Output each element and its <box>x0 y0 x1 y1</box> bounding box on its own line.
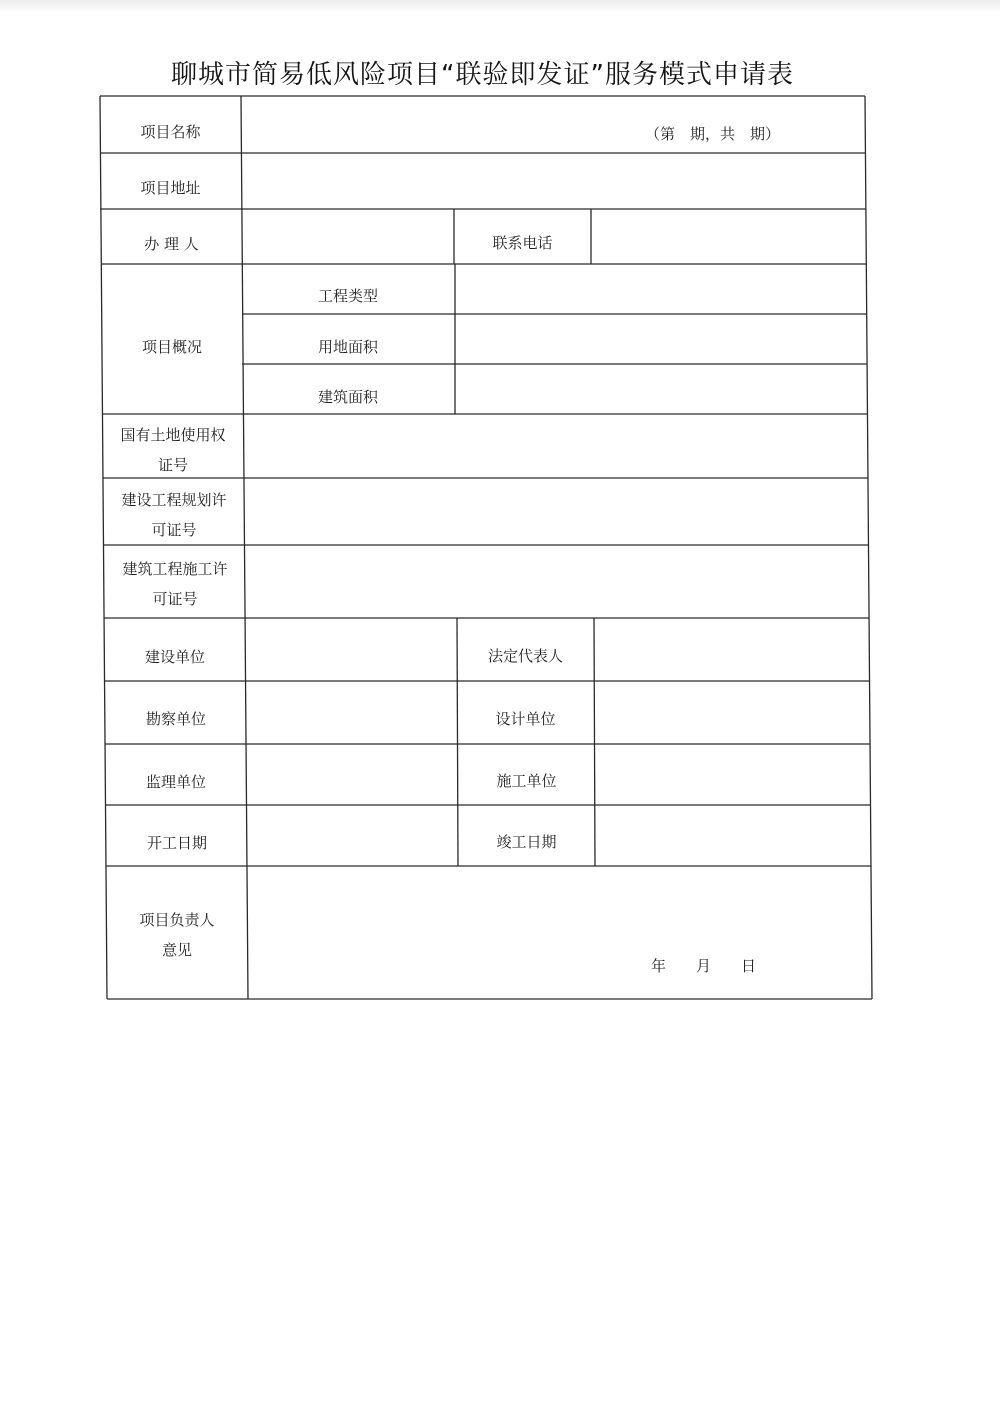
leader-opinion-date: 年 月 日 <box>651 957 757 975</box>
label-construction-unit: 建设单位 <box>144 648 205 666</box>
label-leader-opinion-line1: 项目负责人 <box>139 911 215 929</box>
label-design-unit: 设计单位 <box>495 710 556 728</box>
project-phase-note: （第 期，共 期） <box>645 125 781 143</box>
label-planning-permit <box>103 485 245 545</box>
label-building-area: 建筑面积 <box>317 388 378 406</box>
label-leader-opinion-line2: 意见 <box>161 941 192 959</box>
label-land-use-cert <box>102 420 244 480</box>
border-right <box>865 96 872 999</box>
label-survey-unit: 勘察单位 <box>145 710 206 728</box>
label-project-address: 项目地址 <box>140 179 201 197</box>
label-start-date: 开工日期 <box>146 834 207 852</box>
label-contact-phone: 联系电话 <box>492 234 553 252</box>
form-title: 聊城市简易低风险项目“联验即发证”服务模式申请表 <box>171 60 794 90</box>
label-engineering-type: 工程类型 <box>317 287 378 305</box>
label-land-area: 用地面积 <box>317 338 378 356</box>
label-project-name: 项目名称 <box>140 123 201 141</box>
label-handler: 办 理 人 <box>144 235 199 253</box>
label-construction-permit-line1: 建筑工程施工许 <box>122 560 228 578</box>
label-leader-opinion <box>106 905 248 965</box>
label-construction-permit-line2: 可证号 <box>152 590 198 608</box>
label-land-use-cert-line1: 国有土地使用权 <box>120 426 226 444</box>
label-completion-date: 竣工日期 <box>496 833 557 851</box>
label-project-overview: 项目概况 <box>141 338 202 356</box>
label-planning-permit-line1: 建设工程规划许 <box>121 491 227 509</box>
label-supervision-unit: 监理单位 <box>145 773 206 791</box>
label-land-use-cert-line2: 证号 <box>157 456 188 474</box>
label-construction-permit <box>104 554 246 614</box>
label-legal-rep: 法定代表人 <box>487 647 563 665</box>
label-planning-permit-line2: 可证号 <box>151 521 197 539</box>
label-builder-unit: 施工单位 <box>496 772 557 790</box>
